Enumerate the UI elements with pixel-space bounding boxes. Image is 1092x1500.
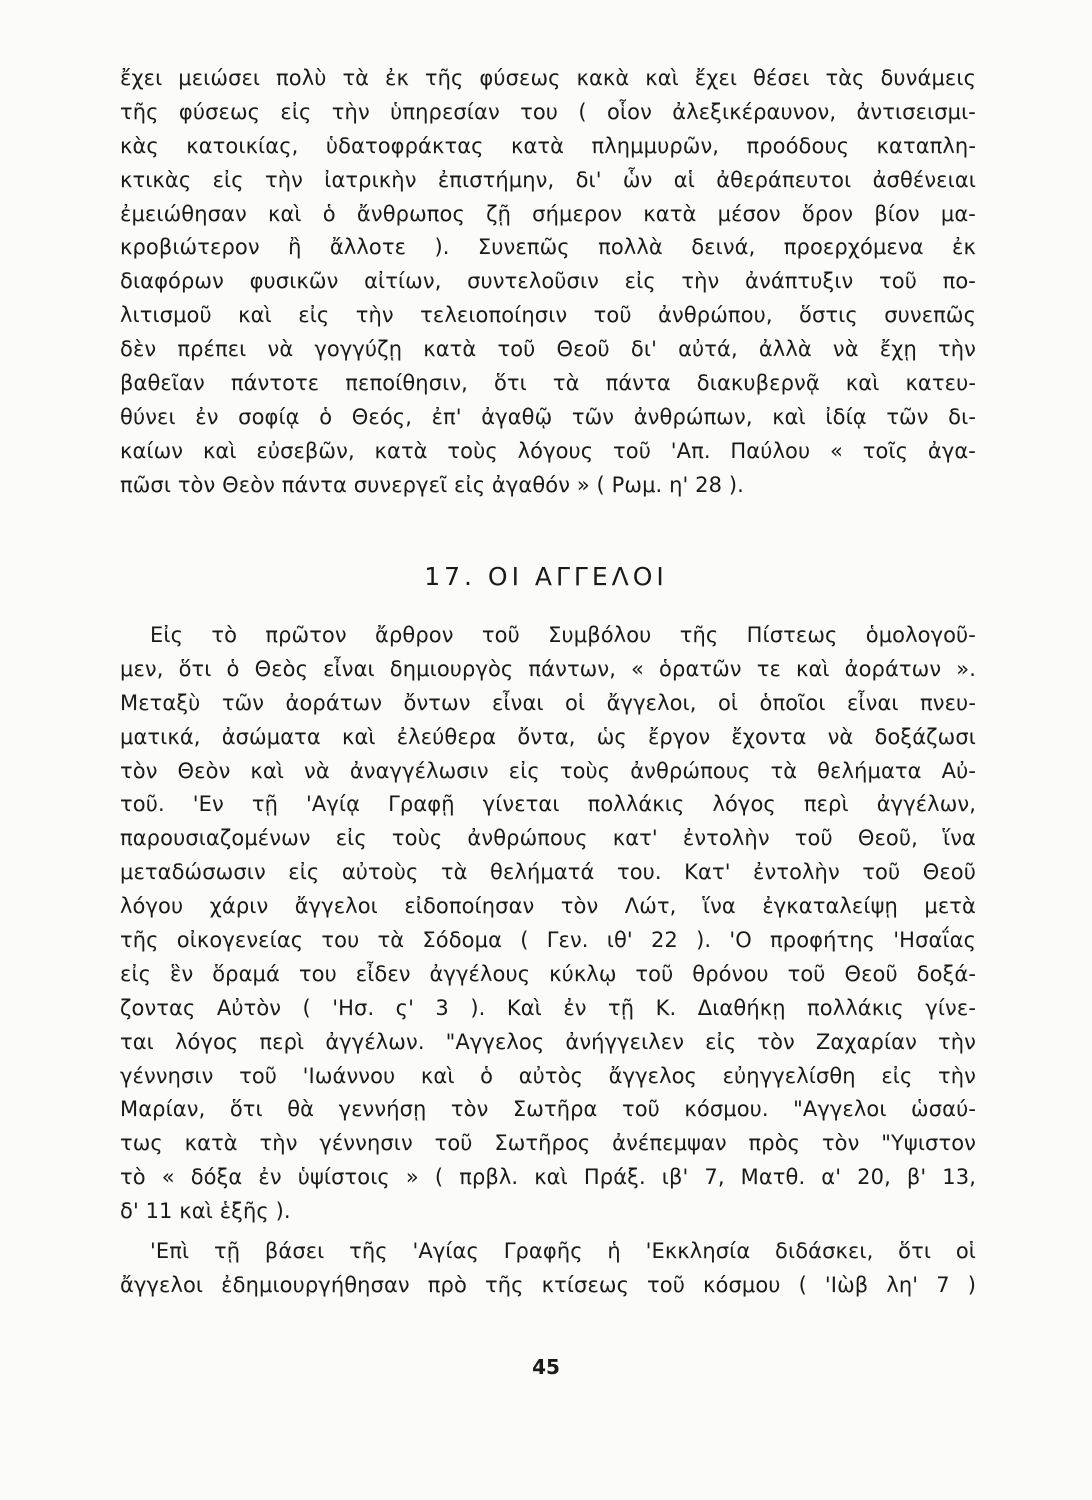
text-line: πῶσι τὸν Θεὸν πάντα συνεργεῖ εἰς ἀγαθόν » ( Ρωμ. η' 28 ). (120, 472, 744, 497)
text-line: μεταδώσωσιν εἰς αὐτοὺς τὰ θελήματά του. Κατ' ἐντολὴν τοῦ Θεοῦ (120, 860, 976, 885)
text-line: παρουσιαζομένων εἰς τοὺς ἀνθρώπους κατ' ἐντολὴν τοῦ Θεοῦ, ἵνα (120, 826, 976, 851)
text-line: εἰς ἓν ὅραμά του εἶδεν ἀγγέλους κύκλῳ τοῦ θρόνου τοῦ Θεοῦ δοξά- (120, 961, 976, 986)
text-line: ζοντας Αὐτὸν ( 'Ησ. ς' 3 ). Καὶ ἐν τῇ Κ. Διαθήκῃ πολλάκις γίνε- (120, 995, 976, 1020)
text-line: Μεταξὺ τῶν ἀοράτων ὄντων εἶναι οἱ ἄγγελοι, οἱ ὁποῖοι εἶναι πνευ- (120, 690, 976, 715)
text-line: δ' 11 καὶ ἑξῆς ). (120, 1199, 291, 1224)
text-line: γέννησιν τοῦ 'Ιωάννου καὶ ὁ αὐτὸς ἄγγελος εὐηγγελίσθη εἰς τὴν (120, 1063, 976, 1088)
text-line: τοῦ. 'Εν τῇ 'Αγίᾳ Γραφῇ γίνεται πολλάκις λόγος περὶ ἀγγέλων, (120, 792, 976, 817)
text-line: βαθεῖαν πάντοτε πεποίθησιν, ὅτι τὰ πάντα διακυβερνᾷ καὶ κατευ- (120, 371, 976, 396)
text-line: λιτισμοῦ καὶ εἰς τὴν τελειοποίησιν τοῦ ἀνθρώπου, ὅστις συνεπῶς (120, 303, 976, 328)
paragraph-1 (120, 62, 976, 503)
text-line: ἄγγελοι ἐδημιουργήθησαν πρὸ τῆς κτίσεως τοῦ κόσμου ( 'Ιὼβ λη' 7 ) (120, 1272, 976, 1297)
text-line: διαφόρων φυσικῶν αἰτίων, συντελοῦσιν εἰς τὴν ἀνάπτυξιν τοῦ πο- (120, 269, 976, 294)
text-line: τὸν Θεὸν καὶ νὰ ἀναγγέλωσιν εἰς τοὺς ἀνθρώπους τὰ θελήματα Αὐ- (120, 758, 976, 783)
text-line: δὲν πρέπει νὰ γογγύζῃ κατὰ τοῦ Θεοῦ δι' αὐτά, ἀλλὰ νὰ ἔχῃ τὴν (120, 337, 976, 362)
page-number: 45 (532, 1355, 560, 1379)
text-line: κροβιώτερον ἢ ἄλλοτε ). Συνεπῶς πολλὰ δεινά, προερχόμενα ἐκ (120, 235, 976, 260)
text-line: λόγου χάριν ἄγγελοι εἰδοποίησαν τὸν Λώτ, ἵνα ἐγκαταλείψῃ μετὰ (120, 894, 976, 919)
text-line: ματικά, ἀσώματα καὶ ἐλεύθερα ὄντα, ὡς ἔργον ἔχοντα νὰ δοξάζωσι (120, 724, 976, 749)
text-line: κτικὰς εἰς τὴν ἰατρικὴν ἐπιστήμην, δι' ὧν αἱ ἀθεράπευτοι ἀσθένειαι (120, 167, 976, 192)
text-line: τως κατὰ τὴν γέννησιν τοῦ Σωτῆρος ἀνέπεμψαν πρὸς τὸν "Υψιστον (120, 1131, 976, 1156)
text-line: καίων καὶ εὐσεβῶν, κατὰ τοὺς λόγους τοῦ 'Απ. Παύλου « τοῖς ἀγα- (120, 438, 976, 463)
text-line: τῆς φύσεως εἰς τὴν ὑπηρεσίαν του ( οἷον ἀλεξικέραυνον, ἀντισεισμι- (120, 99, 976, 124)
text-line: Εἰς τὸ πρῶτον ἄρθρον τοῦ Συμβόλου τῆς Πίστεως ὁμολογοῦ- (150, 623, 976, 647)
text-line: θύνει ἐν σοφίᾳ ὁ Θεός, ἐπ' ἀγαθῷ τῶν ἀνθρώπων, καὶ ἰδίᾳ τῶν δι- (120, 404, 976, 429)
text-line: τὸ « δόξα ἐν ὑψίστοις » ( πρβλ. καὶ Πράξ. ιβ' 7, Ματθ. α' 20, β' 13, (120, 1165, 976, 1190)
section-heading: 17. ΟΙ ΑΓΓΕΛΟΙ (424, 562, 668, 591)
text-line: ἔχει μειώσει πολὺ τὰ ἐκ τῆς φύσεως κακὰ καὶ ἔχει θέσει τὰς δυνάμεις (120, 66, 976, 90)
text-line: τῆς οἰκογενείας του τὰ Σόδομα ( Γεν. ιθ' 22 ). 'Ο προφήτης 'Ησαΐας (120, 928, 976, 953)
text-line: μεν, ὅτι ὁ Θεὸς εἶναι δημιουργὸς πάντων, « ὁρατῶν τε καὶ ἀοράτων ». (120, 656, 976, 681)
paragraph-3 (120, 1235, 976, 1303)
text-line: Μαρίαν, ὅτι θὰ γεννήσῃ τὸν Σωτῆρα τοῦ κόσμου. "Αγγελοι ὡσαύ- (120, 1097, 976, 1122)
text-line: κὰς κατοικίας, ὑδατοφράκτας κατὰ πλημμυρῶν, προόδους καταπλη- (120, 133, 976, 158)
text-line: ἐμειώθησαν καὶ ὁ ἄνθρωπος ζῇ σήμερον κατὰ μέσον ὅρον βίον μα- (120, 201, 976, 226)
text-line: ται λόγος περὶ ἀγγέλων. "Αγγελος ἀνήγγειλεν εἰς τὸν Ζαχαρίαν τὴν (120, 1029, 976, 1054)
paragraph-2 (120, 619, 976, 1229)
text-line: 'Επὶ τῇ βάσει τῆς 'Αγίας Γραφῆς ἡ 'Εκκλησία διδάσκει, ὅτι οἱ (150, 1239, 976, 1263)
